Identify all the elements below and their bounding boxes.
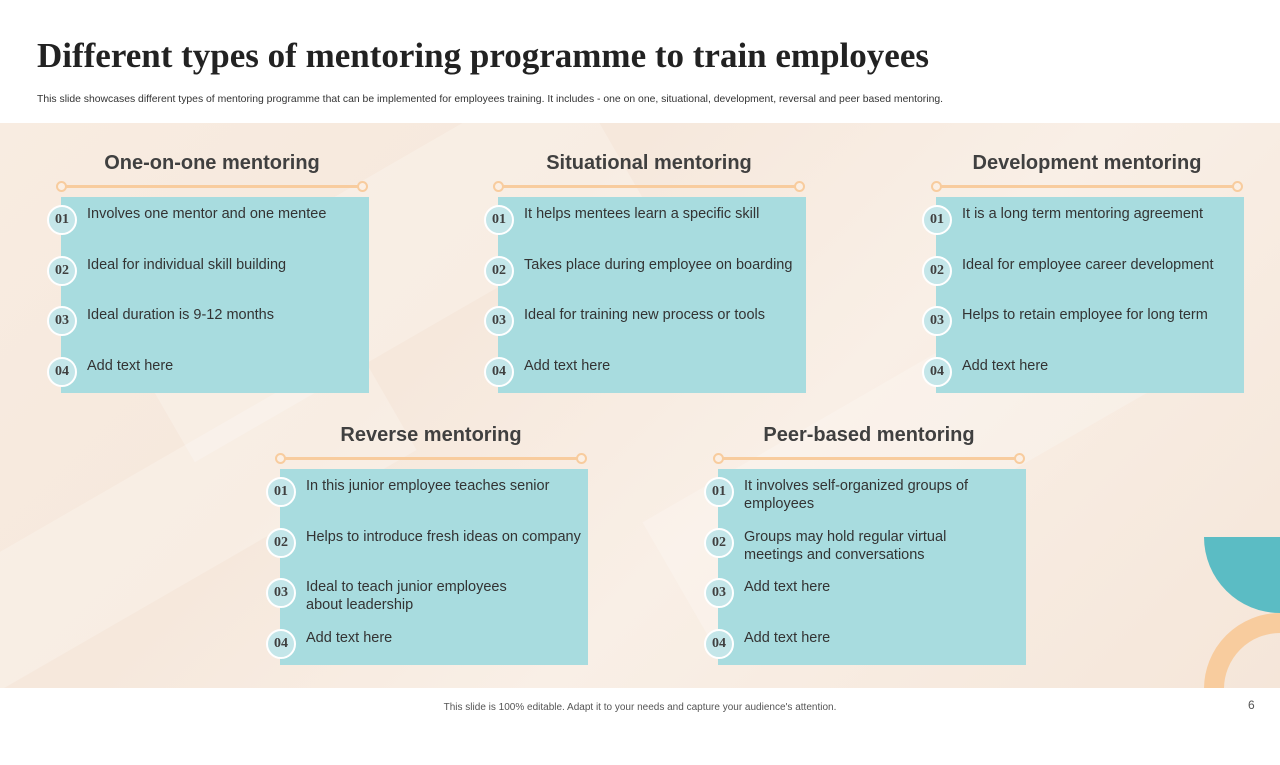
card-title: Development mentoring bbox=[972, 152, 1202, 174]
card-situational bbox=[484, 123, 814, 383]
list-item bbox=[922, 256, 1252, 296]
card-title: Peer-based mentoring bbox=[763, 424, 975, 446]
list-item bbox=[266, 629, 596, 669]
title-connector bbox=[719, 457, 1019, 460]
item-number-badge: 02 bbox=[922, 256, 952, 286]
item-number-badge: 01 bbox=[47, 205, 77, 235]
slide-title: Different types of mentoring programme to train employees bbox=[37, 36, 929, 75]
item-text: Add text here bbox=[744, 579, 831, 595]
item-text: Add text here bbox=[744, 630, 831, 646]
card-reverse bbox=[266, 395, 596, 655]
item-number-badge: 03 bbox=[922, 306, 952, 336]
item-number-badge: 04 bbox=[922, 357, 952, 387]
item-text: Takes place during employee on boarding bbox=[524, 257, 793, 273]
item-number-badge: 03 bbox=[266, 578, 296, 608]
item-number-badge: 01 bbox=[704, 477, 734, 507]
list-item bbox=[484, 256, 814, 296]
list-item bbox=[704, 477, 1034, 517]
list-item bbox=[484, 357, 814, 397]
list-item bbox=[266, 578, 596, 618]
item-text: Ideal for employee career development bbox=[962, 257, 1214, 273]
item-text: Ideal for training new process or tools bbox=[524, 307, 765, 323]
card-one-on-one bbox=[47, 123, 377, 383]
item-number-badge: 01 bbox=[266, 477, 296, 507]
item-text: It involves self-organized groups of employees bbox=[744, 478, 969, 512]
card-title: Situational mentoring bbox=[546, 152, 752, 174]
card-development bbox=[922, 123, 1252, 383]
list-item bbox=[704, 578, 1034, 618]
list-item bbox=[922, 357, 1252, 397]
slide-subtitle: This slide showcases different types of mentoring programme that can be implemented for employees training. It includes - one on one, situational, development, reversal and peer based mentoring. bbox=[37, 94, 944, 105]
item-number-badge: 01 bbox=[922, 205, 952, 235]
item-text: Ideal duration is 9-12 months bbox=[87, 307, 274, 323]
card-title: Reverse mentoring bbox=[340, 424, 522, 446]
list-item bbox=[484, 306, 814, 346]
footer-note: This slide is 100% editable. Adapt it to your needs and capture your audience's attention. bbox=[443, 702, 837, 713]
list-item bbox=[47, 205, 377, 245]
page-number: 6 bbox=[1248, 698, 1255, 712]
card-title: One-on-one mentoring bbox=[104, 152, 320, 174]
item-text: Add text here bbox=[306, 630, 393, 646]
item-number-badge: 04 bbox=[704, 629, 734, 659]
item-text: It is a long term mentoring agreement bbox=[962, 206, 1203, 222]
item-text: Involves one mentor and one mentee bbox=[87, 206, 327, 222]
item-number-badge: 04 bbox=[266, 629, 296, 659]
list-item bbox=[704, 629, 1034, 669]
item-number-badge: 02 bbox=[704, 528, 734, 558]
item-number-badge: 02 bbox=[47, 256, 77, 286]
item-number-badge: 03 bbox=[47, 306, 77, 336]
item-number-badge: 04 bbox=[47, 357, 77, 387]
list-item bbox=[47, 306, 377, 346]
item-text: Helps to introduce fresh ideas on company bbox=[306, 529, 581, 545]
list-item bbox=[484, 205, 814, 245]
item-text: Add text here bbox=[962, 358, 1049, 374]
item-text: Add text here bbox=[524, 358, 611, 374]
item-number-badge: 03 bbox=[484, 306, 514, 336]
item-text: Helps to retain employee for long term bbox=[962, 307, 1208, 323]
list-item bbox=[922, 205, 1252, 245]
list-item bbox=[266, 528, 596, 568]
title-connector bbox=[281, 457, 581, 460]
list-item bbox=[47, 357, 377, 397]
item-number-badge: 02 bbox=[266, 528, 296, 558]
item-number-badge: 01 bbox=[484, 205, 514, 235]
list-item bbox=[922, 306, 1252, 346]
title-connector bbox=[62, 185, 362, 188]
item-number-badge: 02 bbox=[484, 256, 514, 286]
item-text: In this junior employee teaches senior bbox=[306, 478, 550, 494]
list-item bbox=[266, 477, 596, 517]
title-connector bbox=[937, 185, 1237, 188]
list-item bbox=[704, 528, 1034, 568]
card-peer-based bbox=[704, 395, 1034, 655]
title-connector bbox=[499, 185, 799, 188]
item-text: Ideal to teach junior employees about leadership bbox=[306, 579, 507, 613]
item-text: Groups may hold regular virtual meetings and conversations bbox=[744, 529, 947, 563]
item-text: Add text here bbox=[87, 358, 174, 374]
item-text: Ideal for individual skill building bbox=[87, 257, 287, 273]
item-number-badge: 03 bbox=[704, 578, 734, 608]
list-item bbox=[47, 256, 377, 296]
item-text: It helps mentees learn a specific skill bbox=[524, 206, 760, 222]
item-number-badge: 04 bbox=[484, 357, 514, 387]
